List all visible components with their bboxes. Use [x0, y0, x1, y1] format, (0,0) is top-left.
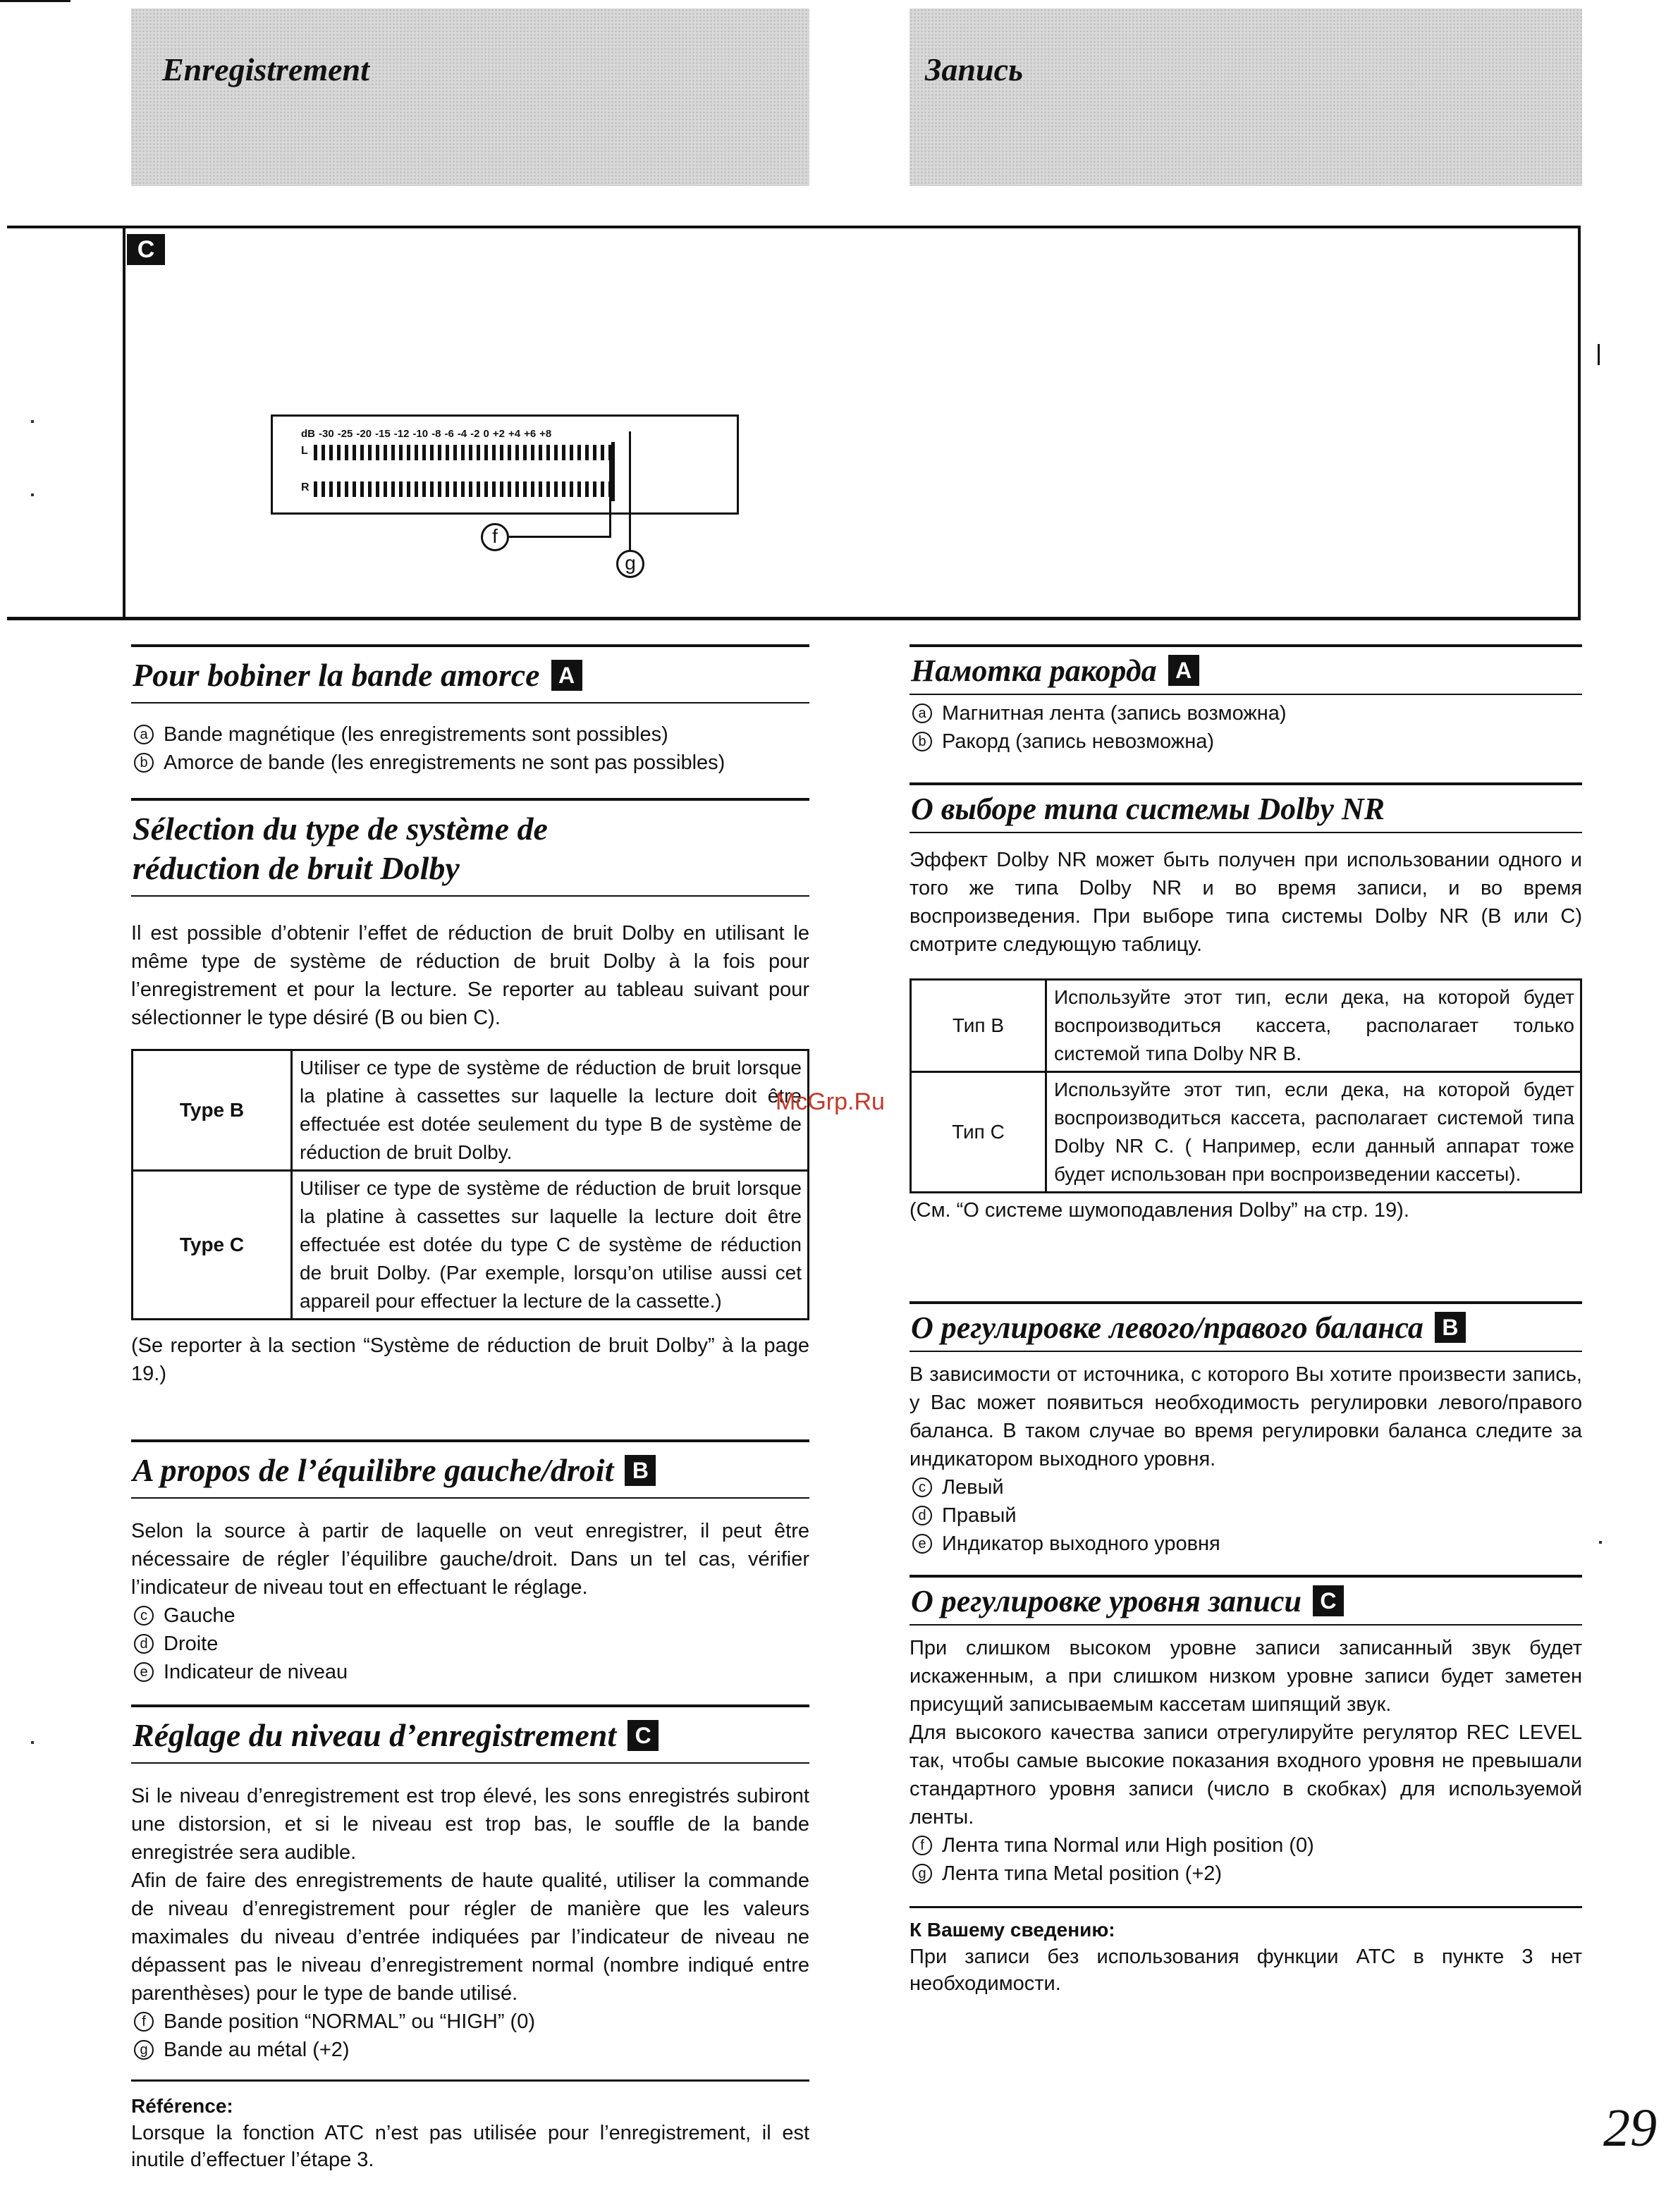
meter-scale-label: +4	[508, 428, 521, 440]
header-banner-ru	[910, 8, 1582, 186]
watermark: McGrp.Ru	[776, 1088, 885, 1115]
ru-balance-list	[910, 1473, 1582, 1558]
list-marker: c	[912, 1477, 932, 1497]
table-row	[911, 1072, 1581, 1193]
ru-heading-level: О регулировке уровня записи C	[910, 1575, 1582, 1626]
fr-section-dolby	[131, 798, 809, 1388]
ru-level-body2: Для высокого качества записи отрегулируйте регулятор REC LEVEL так, чтобы самые высокие показания входного уровня не превышали стандартного уровня записи (число в скобках) для используемой ленты.	[910, 1721, 1582, 1829]
ru-section-level	[910, 1575, 1582, 1888]
list-marker: b	[912, 732, 932, 751]
fr-section-leader	[131, 644, 809, 777]
margin-dot	[31, 1741, 34, 1744]
list-item: f Лента типа Normal или High position (0)	[910, 1831, 1582, 1860]
ru-dolby-table	[910, 978, 1582, 1193]
fr-balance-body: Selon la source à partir de laquelle on veut enregistrer, il peut être nécessaire de régler l’équilibre gauche/droit. Dans un tel cas, vérifier l’indicateur de niveau tout en effectuant le réglage.	[131, 1520, 809, 1599]
table-cell-type: Тип B	[911, 980, 1046, 1072]
ru-level-list	[910, 1831, 1582, 1888]
meter-scale-label: -10	[412, 428, 429, 440]
meter-bars-left	[314, 445, 613, 460]
callout-line-g	[629, 431, 631, 550]
section-tag: B	[1435, 1312, 1466, 1343]
list-marker: g	[134, 2040, 154, 2060]
ru-reference-title: К Вашему сведению:	[910, 1919, 1115, 1941]
meter-scale-label: -8	[431, 428, 441, 440]
meter-scale-label: +8	[539, 428, 552, 440]
table-cell-desc: Используйте этот тип, если дека, на которой будет воспроизводиться кассета, располагает только системой типа Dolby NR B.	[1046, 980, 1581, 1072]
meter-scale-label: +6	[524, 428, 537, 440]
ru-section-balance	[910, 1301, 1582, 1558]
table-cell-type: Тип C	[911, 1072, 1046, 1193]
list-item: d Правый	[910, 1501, 1582, 1530]
list-marker: b	[134, 753, 154, 773]
meter-scale-label: +2	[492, 428, 505, 440]
fr-reference-title: Référence:	[131, 2095, 233, 2117]
table-row	[133, 1050, 809, 1171]
meter-scale-label: 0	[483, 428, 489, 440]
section-tag: B	[625, 1455, 656, 1486]
list-marker: e	[912, 1534, 932, 1554]
table-cell-type: Type C	[133, 1171, 292, 1320]
table-row	[911, 980, 1581, 1072]
fr-level-body1: Si le niveau d’enregistrement est trop élevé, les sons enregistrés subiront une distorsion, et si le niveau est trop bas, le souffle de la bande enregistrée sera audible.	[131, 1785, 809, 1864]
meter-scale	[301, 428, 555, 440]
fr-heading-level: Réglage du niveau d’enregistrement C	[131, 1704, 809, 1764]
fr-reference	[131, 2079, 809, 2173]
list-item: c Gauche	[131, 1602, 809, 1630]
page-number: 29	[1603, 2099, 1657, 2158]
list-item: e Индикатор выходного уровня	[910, 1530, 1582, 1558]
list-item: g Лента типа Metal position (+2)	[910, 1860, 1582, 1888]
ru-section-leader	[910, 644, 1582, 756]
section-tag: A	[1168, 655, 1199, 686]
list-item: a Магнитная лента (запись возможна)	[910, 699, 1582, 727]
ru-section-dolby	[910, 782, 1582, 1224]
meter-channel-left-label: L	[301, 445, 308, 457]
meter-bars-right	[314, 481, 613, 497]
list-item: e Indicateur de niveau	[131, 1658, 809, 1686]
fr-dolby-table	[131, 1049, 809, 1320]
meter-scale-label: -25	[337, 428, 353, 440]
fr-section-level	[131, 1704, 809, 2064]
list-item: f Bande position “NORMAL” ou “HIGH” (0)	[131, 2008, 809, 2036]
meter-scale-label: -6	[444, 428, 454, 440]
meter-scale-label: dB	[301, 428, 315, 440]
fr-dolby-body: Il est possible d’obtenir l’effet de réduction de bruit Dolby en utilisant le même type de système de réduction de bruit Dolby à la fois pour l’enregistrement et pour la lecture. Se reporter au tableau suivant pour sélectionner le type désiré (B ou bien C).	[131, 922, 809, 1029]
callout-f: f	[481, 523, 509, 551]
list-marker: a	[912, 703, 932, 723]
ru-balance-body: В зависимости от источника, с которого Вы хотите произвести запись, у Вас может появиться необходимость регулировки левого/правого баланса. В таком случае во время регулировки баланса следите за индикатором выходного уровня.	[910, 1363, 1582, 1470]
figure-tag: C	[127, 234, 165, 265]
table-cell-type: Type B	[133, 1050, 292, 1171]
callout-line-f	[609, 447, 611, 537]
fr-leader-list	[131, 720, 809, 777]
list-item: b Amorce de bande (les enregistrements ne sont pas possibles)	[131, 749, 809, 777]
figure-frame	[7, 226, 1581, 620]
callout-g: g	[616, 550, 644, 578]
ru-heading-balance: О регулировке левого/правого баланса B	[910, 1301, 1582, 1352]
fr-section-balance	[131, 1439, 809, 1686]
fr-reference-text: Lorsque la fonction ATC n’est pas utilisée pour l’enregistrement, il est inutile d’effectuer l’étape 3.	[131, 2122, 809, 2171]
header-title-ru: Запись	[925, 51, 1024, 87]
meter-scale-label: -2	[470, 428, 480, 440]
ru-reference-text: При записи без использования функции ATC в пункте 3 нет необходимости.	[910, 1946, 1582, 1995]
meter-scale-label: -4	[457, 428, 467, 440]
fr-balance-list	[131, 1602, 809, 1686]
list-marker: d	[912, 1506, 932, 1525]
fr-dolby-note: (Se reporter à la section “Système de réduction de bruit Dolby” à la page 19.)	[131, 1334, 809, 1385]
meter-scale-label: -15	[375, 428, 391, 440]
edge-mark	[1598, 344, 1600, 365]
meter-scale-label: -30	[319, 428, 334, 440]
table-row	[133, 1171, 809, 1320]
list-marker: f	[134, 2012, 154, 2032]
meter-peak-marker	[611, 442, 615, 501]
margin-dot	[31, 420, 34, 423]
list-item: b Ракорд (запись невозможна)	[910, 727, 1582, 756]
ru-dolby-body: Эффект Dolby NR может быть получен при использовании одного и того же типа Dolby NR и во время записи, и во время воспроизведения. При выборе типа системы Dolby NR (B или C) смотрите следующую таблицу.	[910, 849, 1582, 956]
ru-dolby-note: (См. “О системе шумоподавления Dolby” на стр. 19).	[910, 1199, 1409, 1222]
ru-heading-leader: Намотка ракорда A	[910, 644, 1582, 695]
section-tag: C	[1313, 1585, 1344, 1616]
fr-level-list	[131, 2008, 809, 2064]
list-item: c Левый	[910, 1473, 1582, 1501]
table-cell-desc: Используйте этот тип, если дека, на которой будет воспроизводиться кассета, располагает системой типа Dolby NR C. ( Например, если данный аппарат тоже будет использован при воспроизведении кассеты).	[1046, 1072, 1581, 1193]
meter-scale-label: -20	[356, 428, 372, 440]
meter-channel-right-label: R	[301, 481, 310, 493]
callout-line-f	[509, 536, 611, 538]
table-cell-desc: Utiliser ce type de système de réduction de bruit lorsque la platine à cassettes sur laquelle la lecture doit être effectuée est dotée du type C de système de réduction de bruit Dolby. (Par exemple, lorsqu’on utilise aussi cet appareil pour effectuer la lecture de la cassette.)	[292, 1171, 809, 1320]
ru-reference	[910, 1906, 1582, 1997]
list-marker: a	[134, 725, 154, 744]
corner-rule	[0, 0, 71, 2]
figure-divider	[123, 226, 125, 620]
list-marker: e	[134, 1662, 154, 1682]
margin-dot	[1599, 1541, 1602, 1544]
list-marker: d	[134, 1634, 154, 1654]
list-marker: c	[134, 1606, 154, 1626]
list-item: d Droite	[131, 1630, 809, 1658]
ru-level-body1: При слишком высоком уровне записи записанный звук будет искаженным, а при слишком низком уровне записи будет заметен присущий записываемым кассетам шипящий звук.	[910, 1637, 1582, 1716]
list-marker: g	[912, 1864, 932, 1884]
list-item: g Bande au métal (+2)	[131, 2036, 809, 2064]
header-banner-fr	[131, 8, 809, 186]
header-title-fr: Enregistrement	[162, 51, 369, 87]
meter-scale-label: -12	[393, 428, 410, 440]
list-marker: f	[912, 1836, 932, 1855]
fr-level-body2: Afin de faire des enregistrements de haute qualité, utiliser la commande de niveau d’enregistrement pour régler de manière que les valeurs maximales du niveau d’entrée indiquées par l’indicateur de niveau ne dépassent pas le niveau d’enregistrement normal (nombre indiqué entre parenthèses) pour le type de bande utilisé.	[131, 1869, 809, 2005]
ru-leader-list	[910, 699, 1582, 756]
fr-heading-leader: Pour bobiner la bande amorce A	[131, 644, 809, 703]
fr-heading-balance: A propos de l’équilibre gauche/droit B	[131, 1439, 809, 1499]
section-tag: A	[551, 660, 582, 691]
level-meter-panel	[271, 414, 739, 515]
table-cell-desc: Utiliser ce type de système de réduction de bruit lorsque la platine à cassettes sur laquelle la lecture doit être effectuée est dotée seulement du type B de système de réduction de bruit Dolby.	[292, 1050, 809, 1171]
ru-heading-dolby: О выборе типа системы Dolby NR	[910, 782, 1582, 833]
section-tag: C	[627, 1720, 659, 1751]
fr-heading-dolby: Sélection du type de système de réduction de bruit Dolby	[131, 798, 809, 897]
margin-dot	[31, 493, 34, 496]
list-item: a Bande magnétique (les enregistrements sont possibles)	[131, 720, 809, 749]
